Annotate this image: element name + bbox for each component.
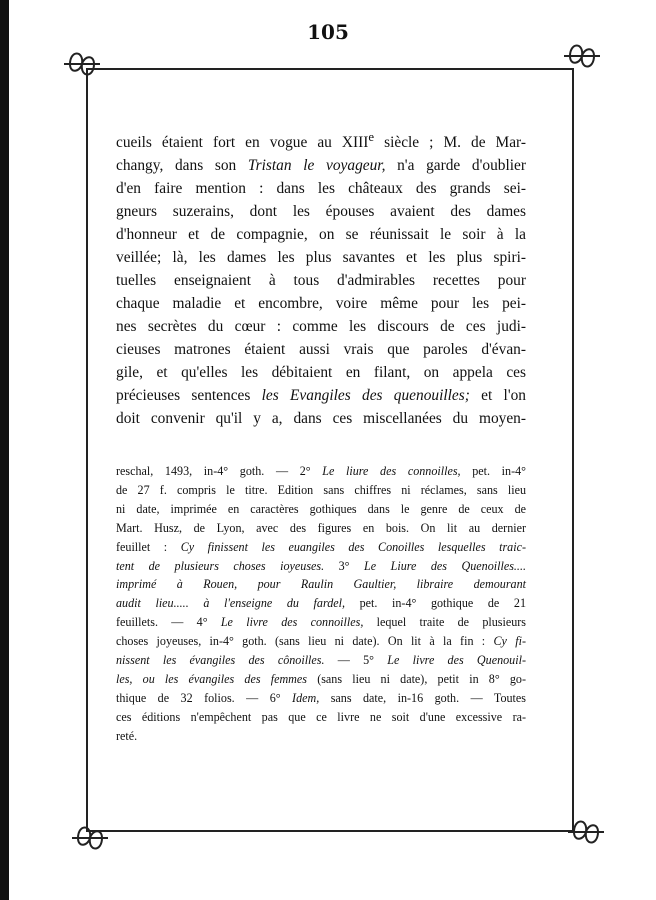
flourish-ornament-icon: [70, 818, 110, 858]
page-number: 105: [307, 20, 349, 44]
text-line: précieuses sentences les Evangiles des quenouilles; et l'on: [116, 387, 526, 405]
text-line: nes secrètes du cœur : comme les discours de ces judi-: [116, 318, 526, 336]
footnote-line: Mart. Husz, de Lyon, avec des figures en bois. On lit au dernier: [116, 520, 526, 535]
footnote-line: reté.: [116, 728, 138, 743]
flourish-ornament-icon: [62, 44, 102, 84]
text-line: d'en faire mention : dans les châteaux des grands sei-: [116, 180, 526, 198]
text-line: gneurs suzerains, dont les épouses avaient des dames: [116, 203, 526, 221]
text-line: changy, dans son Tristan le voyageur, n'a garde d'oublier: [116, 157, 526, 175]
text-line: gile, et qu'elles les débitaient en filant, on appela ces: [116, 364, 526, 382]
footnote-line: feuillets. — 4° Le livre des connoilles, lequel traite de plusieurs: [116, 615, 526, 630]
footnote-block: [116, 462, 526, 746]
flourish-ornament-icon: [562, 36, 602, 76]
footnote-line: feuillet : Cy finissent les euangiles des Conoilles lesquelles traic-: [116, 539, 526, 554]
footnote-line: tent de plusieurs choses ioyeuses. 3° Le Liure des Quenoilles....: [116, 558, 526, 573]
footnote-line: thique de 32 folios. — 6° Idem, sans date, in-16 goth. — Toutes: [116, 690, 526, 705]
text-line: veillée; là, les dames les plus savantes et les plus spiri-: [116, 249, 526, 267]
footnote-line: nissent les évangiles des cônoilles. — 5° Le livre des Quenouil-: [116, 653, 526, 668]
text-line: cueils étaient fort en vogue au XIIIe siècle ; M. de Mar-: [116, 130, 526, 152]
text-line: chaque maladie et encombre, voire même pour les pei-: [116, 295, 526, 313]
scan-left-edge: [0, 0, 9, 900]
main-text-block: [116, 126, 526, 430]
footnote-line: reschal, 1493, in-4° goth. — 2° Le liure des connoilles, pet. in-4°: [116, 464, 526, 478]
text-line: tuelles enseignaient à tous d'admirables recettes pour: [116, 272, 526, 290]
footnote-line: de 27 f. compris le titre. Edition sans chiffres ni réclames, sans lieu: [116, 482, 526, 497]
footnote-line: imprimé à Rouen, pour Raulin Gaultier, libraire demourant: [116, 577, 526, 592]
text-line: doit convenir qu'il y a, dans ces miscellanées du moyen-: [116, 410, 526, 428]
footnote-line: ces éditions n'empêchent pas que ce livre ne soit d'une excessive ra-: [116, 709, 526, 724]
flourish-ornament-icon: [566, 812, 606, 852]
text-line: cieuses matrones étaient aussi vrais que paroles d'évan-: [116, 341, 526, 359]
footnote-line: audit lieu..... à l'enseigne du fardel, pet. in-4° gothique de 21: [116, 596, 526, 611]
footnote-line: ni date, imprimée en caractères gothiques dans le genre de ceux de: [116, 501, 526, 516]
footnote-line: les, ou les évangiles des femmes (sans lieu ni date), petit in 8° go-: [116, 671, 527, 686]
text-line: d'honneur et de compagnie, on se réunissait le soir à la: [116, 226, 526, 244]
footnote-line: choses joyeuses, in-4° goth. (sans lieu ni date). On lit à la fin : Cy fi-: [116, 634, 526, 649]
